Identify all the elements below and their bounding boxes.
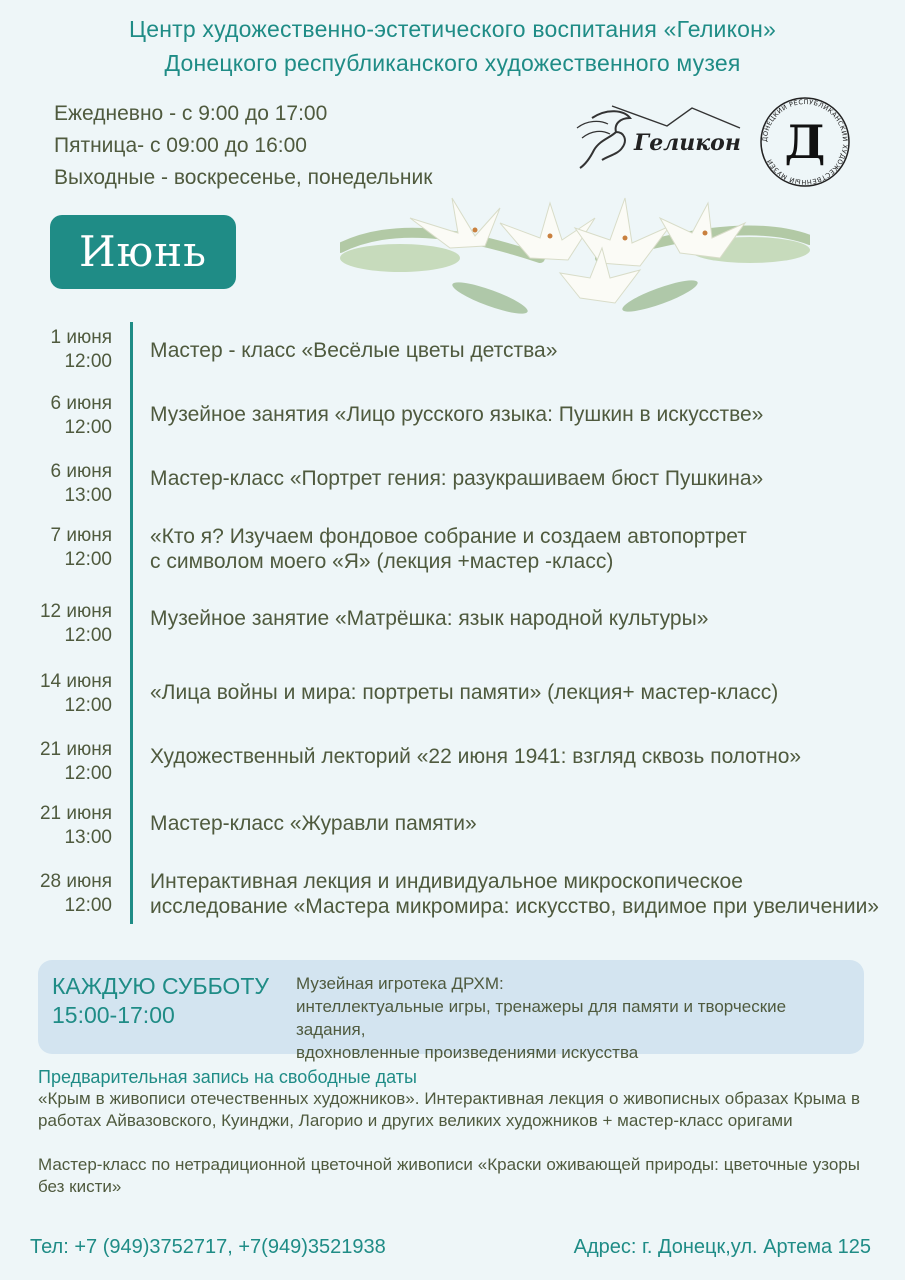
event-date: 28 июня 12:00 [39, 871, 112, 916]
hours-days-off: Выходные - воскресенье, понедельник [54, 166, 433, 189]
event-title: Музейное занятие «Матрёшка: язык народной культуры» [150, 607, 709, 630]
event-date: 7 июня 12:00 [50, 525, 112, 570]
preregistration-item-2: Мастер-класс по нетрадиционной цветочной живописи «Краски оживающей природы: цветочные узоры без кисти» [38, 1155, 860, 1196]
preregistration-heading: Предварительная запись на свободные даты [38, 1067, 417, 1087]
header-line-2: Донецкого республиканского художественного музея [164, 50, 741, 76]
event-title: Музейное занятия «Лицо русского языка: Пушкин в искусстве» [150, 403, 764, 426]
hours-daily: Ежедневно - с 9:00 до 17:00 [54, 102, 328, 125]
event-date: 1 июня 12:00 [50, 327, 112, 372]
museum-emblem-icon [755, 92, 855, 192]
header-line-1: Центр художественно-эстетического воспитания «Геликон» [128, 16, 777, 42]
page-header [0, 12, 905, 80]
event-title: Интерактивная лекция и индивидуальное микроскопическое исследование «Мастера микромира: искусство, видимое при увеличении» [150, 870, 879, 918]
event-date: 14 июня 12:00 [39, 671, 112, 716]
preregistration-section [38, 1066, 860, 1198]
event-date: 12 июня 12:00 [39, 601, 112, 646]
hours-friday: Пятница- с 09:00 до 16:00 [54, 134, 307, 157]
timeline-line [130, 322, 133, 924]
saturday-block [38, 960, 864, 1062]
event-date: 21 июня 12:00 [39, 739, 112, 784]
event-title: Мастер-класс «Журавли памяти» [150, 812, 477, 835]
event-date: 21 июня 13:00 [39, 803, 112, 848]
museum-ring-text: ДОНЕЦКИЙ РЕСПУБЛИКАНСКИЙ ХУДОЖЕСТВЕННЫЙ МУЗЕЙ [760, 97, 850, 187]
event-title: Художественный лекторий «22 июня 1941: взгляд сквозь полотно» [150, 745, 802, 768]
preregistration-item-1: «Крым в живописи отечественных художников». Интерактивная лекция о живописных образах Крыма в работах Айвазовского, Куинджи, Лагорио и других великих художников + мастер-класс оригами [38, 1089, 860, 1130]
event-date: 6 июня 13:00 [50, 461, 112, 506]
saturday-schedule: КАЖДУЮ СУББОТУ 15:00-17:00 [52, 973, 269, 1028]
footer-phone: Тел: +7 (949)3752717, +7(949)3521938 [30, 1236, 386, 1258]
event-title: Мастер-класс «Портрет гения: разукрашиваем бюст Пушкина» [150, 467, 764, 490]
helikon-logo [572, 98, 742, 178]
saturday-description: Музейная игротека ДРХМ: интеллектуальные игры, тренажеры для памяти и творческие задания, вдохновленные произведениями искусства [296, 974, 787, 1062]
month-badge: Июнь [50, 215, 236, 289]
footer-address: Адрес: г. Донецк,ул. Артема 125 [573, 1236, 871, 1258]
lily-flowers-icon [340, 178, 810, 333]
event-title: «Лица войны и мира: портреты памяти» (лекция+ мастер-класс) [150, 681, 779, 704]
event-title: Мастер - класс «Весёлые цветы детства» [150, 339, 558, 362]
event-date: 6 июня 12:00 [50, 393, 112, 438]
helikon-logo-text: Геликон [634, 130, 741, 156]
event-title: «Кто я? Изучаем фондовое собрание и создаем автопортрет с символом моего «Я» (лекция +мастер -класс) [150, 525, 747, 573]
museum-logo-letter: Д [784, 115, 826, 169]
museum-logo [755, 92, 855, 192]
